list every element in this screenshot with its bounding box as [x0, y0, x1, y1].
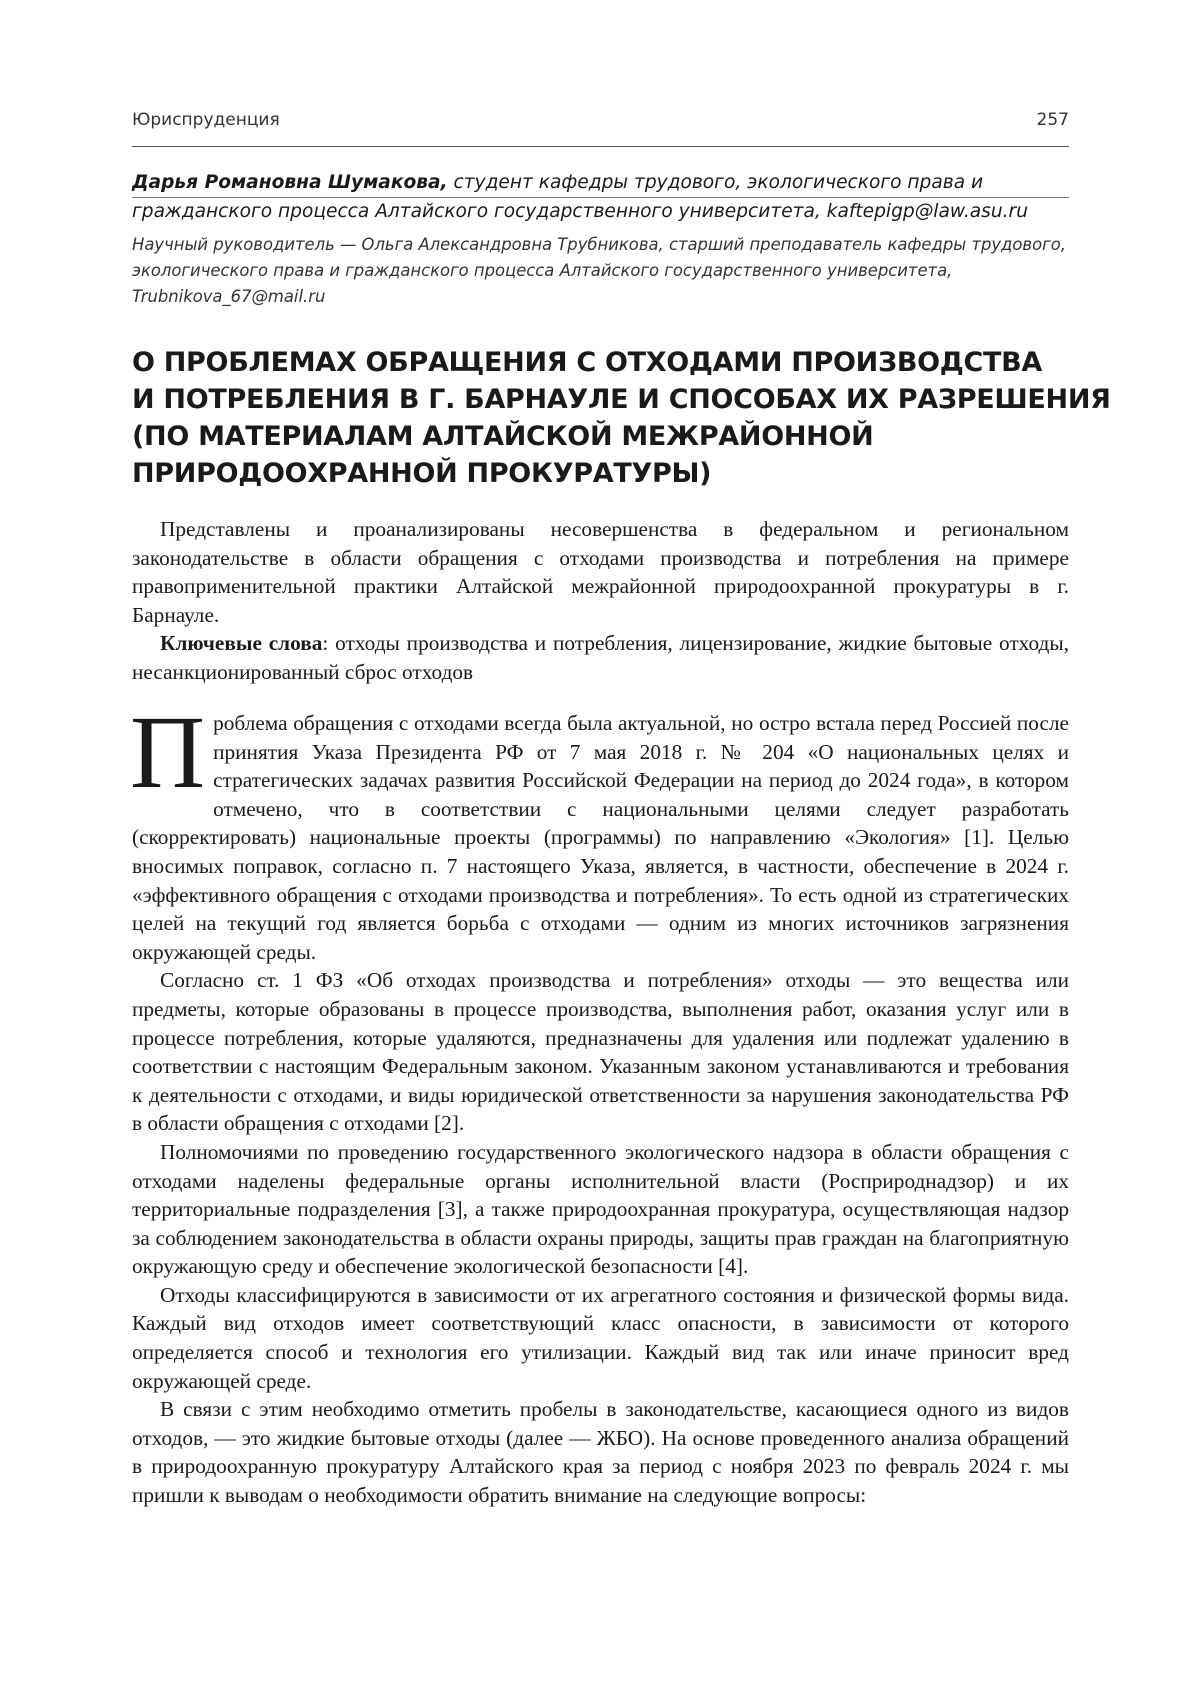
author-affiliation: студент кафедры трудового, экологического права и гражданского процесса Алтайского государственного университета, kaftepigp@law.asu.ru: [132, 172, 1028, 222]
section-name: Юриспруденция: [132, 110, 280, 130]
header-rule: [132, 146, 1069, 147]
advisor-block: Научный руководитель — Ольга Александровна Трубникова, старший преподаватель кафедры трудового, экологического права и гражданского процесса Алтайского государственного университета, Trubnikova_67@mail.ru: [132, 235, 1066, 306]
article-title: [132, 344, 1111, 492]
page-number: 257: [1036, 110, 1069, 130]
keywords: [132, 629, 1069, 686]
body-paragraph: Отходы классифицируются в зависимости от их агрегатного состояния и физической формы вида. Каждый вид отходов имеет соответствующий класс опасности, в зависимости от которого определяется способ и технология его утилизации. Каждый вид так или иначе приносит вред окружающей среде.: [132, 1282, 1069, 1393]
abstract-block: [132, 515, 1069, 687]
first-paragraph-text: роблема обращения с отходами всегда была актуальной, но остро встала перед Россией после принятия Указа Президента РФ от 7 мая 2018 г. № 204 «О национальных целях и стратегических задачах развития Российской Федерации на период до 2024 года», в котором отмечено, что в соответствии с национальными целями следует разработать (скорректировать) национальные проекты (программы) по направлению «Экология» [1]. Целью вносимых поправок, согласно п. 7 настоящего Указа, является, в частности, обеспечение в 2024 г. «эффективного обращения с отходами производства и потребления». То есть одной из стратегических целей на текущий год является борьба с отходами — одним из многих источников загрязнения окружающей среды.: [132, 711, 1069, 964]
dropcap-letter: П: [130, 695, 206, 810]
title-line: И ПОТРЕБЛЕНИЯ В Г. БАРНАУЛЕ И СПОСОБАХ ИХ РАЗРЕШЕНИЯ: [132, 384, 1111, 415]
title-line: О ПРОБЛЕМАХ ОБРАЩЕНИЯ С ОТХОДАМИ ПРОИЗВОДСТВА: [132, 347, 1043, 378]
body-paragraph: В связи с этим необходимо отметить пробелы в законодательстве, касающиеся одного из видов отходов, — это жидкие бытовые отходы (далее — ЖБО). На основе проведенного анализа обращений в природоохранную прокуратуру Алтайского края за период с ноября 2023 по февраль 2024 г. мы пришли к выводам о необходимости обратить внимание на следующие вопросы:: [132, 1397, 1069, 1508]
title-line: (ПО МАТЕРИАЛАМ АЛТАЙСКОЙ МЕЖРАЙОННОЙ: [132, 421, 874, 452]
abstract-text: Представлены и проанализированы несовершенства в федеральном и региональном законодательстве в области обращения с отходами производства и потребления на примере правоприменительной практики Алтайской межрайонной природоохранной прокуратуры в г. Барнауле.: [132, 517, 1069, 627]
title-line: ПРИРОДООХРАННОЙ ПРОКУРАТУРЫ): [132, 458, 712, 489]
body-paragraph: [130, 695, 1069, 966]
body-paragraph: Согласно ст. 1 ФЗ «Об отходах производства и потребления» отходы — это вещества или предметы, которые образованы в процессе производства, выполнения работ, оказания услуг или в процессе потребления, которые удаляются, предназначены для удаления или подлежат удалению в соответствии с настоящим Федеральным законом. Указанным законом устанавливаются и требования к деятельности с отходами, и виды юридической ответственности за нарушения законодательства РФ в области обращения с отходами [2].: [132, 968, 1069, 1136]
article-body: [130, 695, 1069, 1510]
keywords-label: Ключевые слова: [160, 631, 323, 656]
body-paragraph: Полномочиями по проведению государственного экологического надзора в области обращения с отходами наделены федеральные органы исполнительной власти (Росприроднадзор) и их территориальные подразделения [3], а также природоохранная прокуратура, осуществляющая надзор за соблюдением законодательства в области охраны природы, защиты прав граждан на благоприятную окружающую среду и обеспечение экологической безопасности [4].: [132, 1139, 1069, 1279]
author-underline: [132, 197, 1069, 198]
keywords-text: : отходы производства и потребления, лицензирование, жидкие бытовые отходы, несанкционированный сброс отходов: [132, 631, 1069, 684]
author-name: Дарья Романовна Шумакова,: [132, 172, 448, 193]
running-head: [132, 110, 1069, 130]
